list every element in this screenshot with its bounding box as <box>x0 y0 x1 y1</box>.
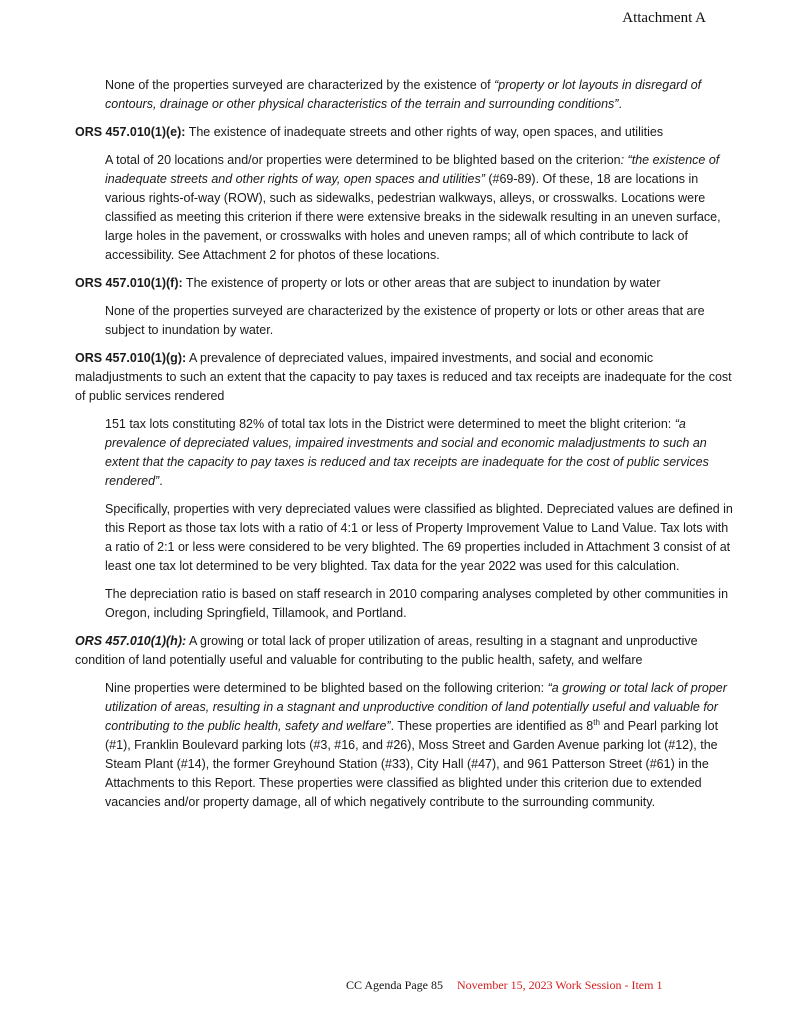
quote: “property or lot layouts in disregard of contours, drainage or other physical characteristics of the terrain and surrounding conditions” <box>105 78 702 111</box>
paragraph-inundation: None of the properties surveyed are characterized by the existence of property or lots or other areas that are subject to inundation by water. <box>105 304 705 337</box>
section-heading-f <box>75 274 737 293</box>
superscript: th <box>593 717 600 727</box>
section-label: ORS 457.010(1)(g): <box>75 351 187 365</box>
section-heading-h <box>75 632 737 670</box>
text: Nine properties were determined to be blighted based on the following criterion: <box>105 681 548 695</box>
work-session-label: November 15, 2023 Work Session - Item 1 <box>457 978 663 992</box>
section-text: A growing or total lack of proper utilization of areas, resulting in a stagnant and unproductive condition of land potentially useful and valuable for contributing to the public health, safety, and welfare <box>75 634 698 667</box>
paragraph-streets <box>75 151 737 265</box>
section-label: ORS 457.010(1)(e): <box>75 125 186 139</box>
quote: “a prevalence of depreciated values, impaired investments and social and economic maladjustments to such an extent that the capacity to pay taxes is reduced and tax receipts are inadequate for the cost of public services rendered” <box>105 417 709 488</box>
attachment-header: Attachment A <box>622 10 706 26</box>
section-heading-g <box>75 349 737 406</box>
paragraph-utilization <box>75 679 737 812</box>
document-body <box>75 76 737 821</box>
text: A total of 20 locations and/or properties were determined to be blighted based on the criterion <box>105 153 621 167</box>
text: and Pearl parking lot (#1), Franklin Boulevard parking lots (#3, #16, and #26), Moss Street and Garden Avenue parking lot (#12), the Steam Plant (#14), the former Greyhound Station (#33), City Hall (#47), and 961 Patterson Street (#61) in the Attachments to this Report. These properties were classified as blighted under this criterion due to extended vacancies and/or property damage, all of which negatively contribute to the surrounding community. <box>105 719 719 809</box>
paragraph-tax-lots <box>75 415 737 491</box>
section-label: ORS 457.010(1)(h): <box>75 634 187 648</box>
paragraph-depreciated-values: Specifically, properties with very depreciated values were classified as blighted. Depreciated values are defined in this Report as those tax lots with a ratio of 4:1 or less of Property Improvement Value to Land Value. Tax lots with a ratio of 2:1 or less were considered to be very blighted. The 69 properties included in Attachment 3 consist of at least one tax lot determined to be very blighted. Tax data for the year 2022 was used for this calculation. <box>105 502 733 573</box>
quote: : “the existence of inadequate streets and other rights of way, open spaces and utilities” <box>105 153 720 186</box>
section-text: The existence of inadequate streets and other rights of way, open spaces, and utilities <box>185 125 664 139</box>
text: None of the properties surveyed are characterized by the existence of <box>105 78 495 92</box>
text: . <box>618 97 622 111</box>
page-footer <box>346 978 662 993</box>
quote: “a growing or total lack of proper utilization of areas, resulting in a stagnant and unproductive condition of land potentially useful and valuable for contributing to the public health, safety and welfare” <box>105 681 727 733</box>
paragraph-lot-layouts <box>75 76 737 114</box>
text: . <box>159 474 163 488</box>
section-label: ORS 457.010(1)(f): <box>75 276 183 290</box>
text: . These properties are identified as 8 <box>390 719 594 733</box>
agenda-page-label: CC Agenda Page 85 <box>346 978 443 992</box>
section-text: A prevalence of depreciated values, impaired investments, and social and economic maladjustments to such an extent that the capacity to pay taxes is reduced and tax receipts are inadequate for the cost of public services rendered <box>75 351 732 403</box>
text: (#69-89). Of these, 18 are locations in various rights-of-way (ROW), such as sidewalks, pedestrian walkways, alleys, or crosswalks. Locations were classified as meeting this criterion if there were extensive breaks in the sidewalk resulting in an uneven surface, large holes in the pavement, or crosswalks with holes and uneven ramps; all of which contribute to lack of accessibility. See Attachment 2 for photos of these locations. <box>105 172 721 262</box>
text: 151 tax lots constituting 82% of total tax lots in the District were determined to meet the blight criterion: <box>105 417 675 431</box>
section-text: The existence of property or lots or other areas that are subject to inundation by water <box>182 276 661 290</box>
paragraph-depreciation-ratio: The depreciation ratio is based on staff research in 2010 comparing analyses completed by other communities in Oregon, including Springfield, Tillamook, and Portland. <box>105 587 729 620</box>
section-heading-e <box>75 123 737 142</box>
